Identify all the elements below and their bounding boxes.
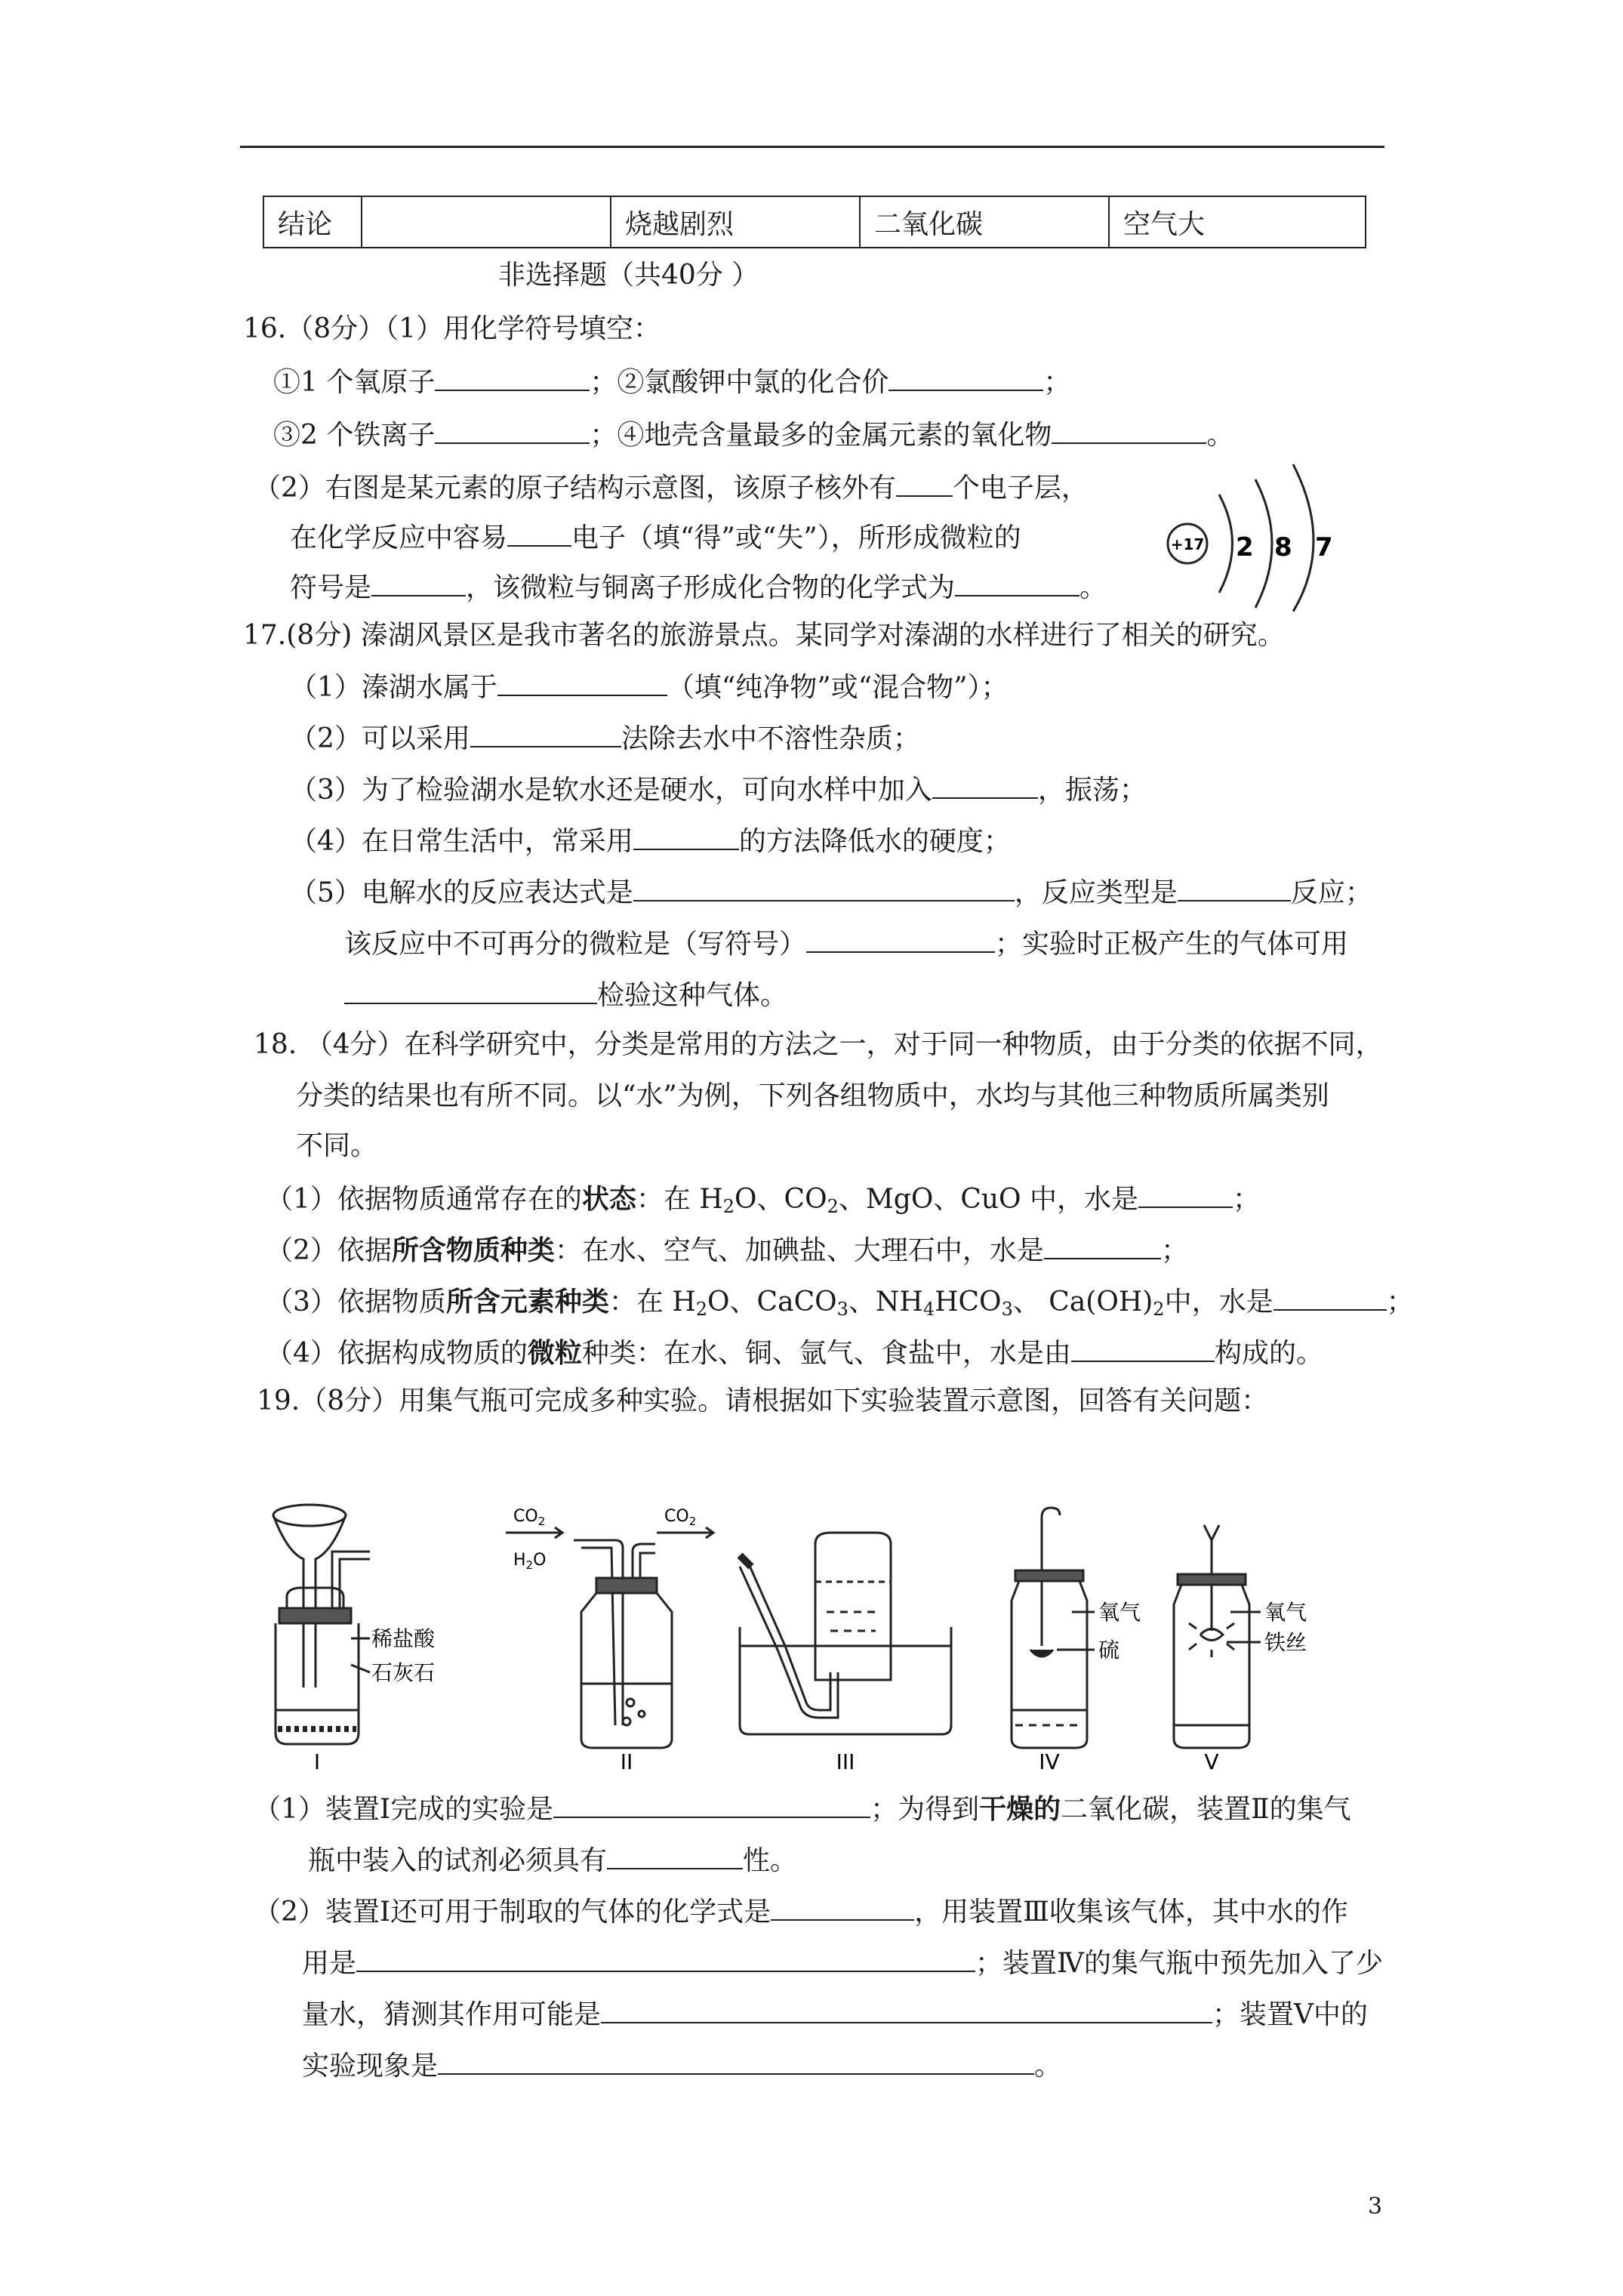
label-iron-wire: 铁丝 [1264, 1630, 1307, 1655]
apparatus-V [1174, 1525, 1261, 1748]
q17-line-7 [344, 977, 787, 1012]
answer-blank[interactable] [507, 519, 571, 547]
text: （3）为了检验湖水是软水还是硬水，可向水样中加入 [290, 775, 932, 806]
answer-blank[interactable] [633, 823, 739, 850]
delivery-tube [740, 1567, 838, 1718]
electron-shell-arc [1219, 495, 1233, 593]
q19-part2-line-4 [302, 2048, 1061, 2083]
text: 、NH [848, 1287, 923, 1318]
electron-shell-arc [1255, 479, 1272, 608]
text: 中，水是 [1164, 1287, 1273, 1318]
text: （3）依据物质 [266, 1287, 446, 1318]
text: （2）右图是某元素的原子结构示意图，该原子核外有 [254, 473, 896, 504]
text: （1）装置Ⅰ完成的实验是 [254, 1794, 554, 1825]
text: 干燥的 [979, 1793, 1061, 1825]
text: 2 [688, 1515, 697, 1528]
text: 检验这种气体。 [597, 980, 788, 1011]
text: O [533, 1551, 547, 1570]
q17-line-4 [290, 823, 1011, 858]
section-title: 非选择题（共40分 ） [498, 260, 759, 291]
stopper [596, 1578, 657, 1593]
answer-blank[interactable] [771, 1894, 914, 1921]
figure-label: III [836, 1749, 855, 1771]
answer-blank[interactable] [601, 1996, 1212, 2023]
apparatus-IV [1012, 1508, 1095, 1748]
answer-blank[interactable] [1178, 874, 1291, 901]
answer-blank[interactable] [633, 874, 1015, 901]
text: ，该微粒与铜离子形成化合物的化学式为 [466, 572, 956, 603]
outlet-tube [633, 1544, 655, 1578]
water-hatching [827, 1612, 879, 1631]
table-cell: 空气大 [1109, 196, 1366, 248]
q19-part1-line-2 [308, 1842, 797, 1878]
apparatus-figure [257, 1499, 1404, 1771]
text: ； [1233, 1184, 1261, 1215]
answer-blank[interactable] [435, 417, 590, 444]
stopper [279, 1608, 351, 1623]
text: 所含元素种类 [445, 1286, 609, 1318]
answer-blank[interactable] [1273, 1284, 1387, 1311]
answer-blank[interactable] [1052, 417, 1206, 444]
match-tip [1204, 1525, 1219, 1540]
text: ；装置Ⅳ的集气瓶中预先加入了少 [975, 1948, 1383, 1979]
shell-electrons: 7 [1315, 532, 1333, 562]
label-dilute-hcl: 稀盐酸 [371, 1626, 436, 1651]
cover-plate [1015, 1570, 1083, 1581]
q17-line-2 [290, 720, 920, 756]
electron-shell-arc [1293, 464, 1313, 612]
delivery-tube [747, 1561, 830, 1710]
bubble [623, 1718, 630, 1725]
text: （5）电解水的反应表达式是 [290, 877, 633, 908]
q16-d-label: ④地壳含量最多的金属元素的氧化物 [617, 420, 1052, 451]
q16-sep: ； [590, 420, 617, 451]
text: CO [513, 1507, 538, 1526]
text: 在化学反应中容易 [290, 522, 508, 553]
figure-label: V [1204, 1749, 1219, 1771]
q19-part2-line-3 [302, 1996, 1368, 2032]
text: （4）依据构成物质的 [266, 1338, 528, 1369]
q18-head: 18. （4分）在科学研究中，分类是常用的方法之一，对于同一种物质，由于分类的依据不同， [254, 1029, 1383, 1060]
answer-blank[interactable] [806, 926, 995, 953]
q19-part1-line-1 [254, 1791, 1351, 1826]
rubber-tube [740, 1555, 751, 1567]
inverted-bottle [815, 1533, 891, 1680]
answer-blank[interactable] [438, 2048, 1034, 2075]
apparatus-I [273, 1505, 370, 1744]
q16-head: 16.（8分）（1）用化学符号填空： [243, 313, 661, 344]
text: 法除去水中不溶性杂质； [621, 723, 920, 754]
answer-blank[interactable] [356, 1945, 975, 1972]
text: 构成的。 [1214, 1338, 1323, 1369]
answer-blank[interactable] [470, 720, 621, 747]
answer-blank[interactable] [1044, 1232, 1161, 1259]
text: 2 [722, 1196, 735, 1217]
q18-item-1 [266, 1181, 1260, 1216]
figure-label: I [313, 1749, 321, 1771]
label-h2o [513, 1551, 546, 1572]
q18-item-4 [266, 1335, 1323, 1370]
arrow-out-icon [657, 1527, 713, 1538]
nucleus-charge: +17 [1170, 535, 1205, 553]
label-co2-in [513, 1507, 545, 1528]
q19-part2-line-2 [302, 1945, 1383, 1980]
text: 、MgO、CuO 中，水是 [838, 1184, 1139, 1215]
answer-blank[interactable] [435, 364, 590, 391]
q16-sep: ； [590, 367, 617, 398]
text: 2 [525, 1558, 534, 1572]
text: 3 [1001, 1299, 1013, 1320]
text: ，振荡； [1037, 775, 1147, 806]
q18-line-3: 不同。 [296, 1130, 378, 1161]
text: ；装置Ⅴ中的 [1212, 1999, 1369, 2030]
apparatus-III [740, 1533, 951, 1734]
label-oxygen: 氧气 [1264, 1600, 1307, 1625]
text: （4）在日常生活中，常采用 [290, 826, 633, 857]
label-limestone: 石灰石 [371, 1660, 436, 1685]
leader-line [351, 1665, 370, 1672]
text: ；实验时正极产生的气体可用 [995, 929, 1349, 960]
answer-blank[interactable] [497, 669, 667, 696]
gas-bottle [1012, 1581, 1087, 1748]
q17-line-6 [344, 926, 1348, 961]
text: ：在 H [636, 1184, 723, 1215]
text: （2）依据 [266, 1235, 392, 1266]
text: 实验现象是 [302, 2051, 439, 2082]
atom-structure-diagram [1166, 461, 1355, 612]
bubble [639, 1711, 645, 1717]
text: 2 [827, 1196, 839, 1217]
q17-line-5 [290, 874, 1372, 910]
answer-blank[interactable] [896, 470, 953, 497]
answer-blank[interactable] [344, 977, 597, 1004]
text: 种类：在水、铜、氩气、食盐中，水是由 [581, 1338, 1071, 1369]
shell-electrons: 8 [1274, 532, 1292, 562]
answer-blank[interactable] [888, 364, 1043, 391]
q19-part2-line-1 [254, 1894, 1348, 1929]
table-cell: 烧越剧烈 [611, 196, 860, 248]
q16-part2-line-1 [254, 470, 1089, 505]
table-row [263, 196, 1366, 248]
table-cell [362, 196, 611, 248]
answer-blank[interactable] [1138, 1181, 1233, 1208]
text: 3 [836, 1299, 848, 1320]
funnel-top [273, 1505, 346, 1526]
text: ； [1160, 1235, 1188, 1266]
text: H [513, 1551, 526, 1570]
text: （1）溱湖水属于 [290, 672, 497, 703]
text: ，用装置Ⅲ收集该气体，其中水的作 [914, 1897, 1348, 1928]
text: 的方法降低水的硬度； [738, 826, 1011, 857]
q16-part2-line-2 [290, 519, 1021, 555]
answer-blank[interactable] [955, 569, 1079, 596]
label-co2-out [664, 1507, 696, 1528]
text: 。 [1034, 2051, 1062, 2082]
answer-blank[interactable] [1071, 1335, 1215, 1362]
text: ； [1386, 1287, 1414, 1318]
spoon-bowl [1030, 1650, 1053, 1657]
text: ；为得到 [870, 1794, 980, 1825]
text: 性。 [743, 1845, 798, 1876]
text: O、CO [735, 1184, 827, 1215]
answer-blank[interactable] [932, 772, 1038, 799]
text: 微粒 [527, 1337, 582, 1369]
text: 2 [1153, 1299, 1165, 1320]
text: （1）依据物质通常存在的 [266, 1184, 582, 1215]
bubble [627, 1699, 634, 1706]
q18-item-3 [266, 1284, 1414, 1319]
cover-plate [1178, 1574, 1246, 1585]
text: 个电子层， [952, 473, 1089, 504]
table-cell: 二氧化碳 [860, 196, 1109, 248]
text: CO [664, 1507, 689, 1526]
text: 4 [922, 1299, 935, 1320]
q17-head: 17.(8分) 溱湖风景区是我市著名的旅游景点。某同学对溱湖的水样进行了相关的研究。 [243, 620, 1285, 651]
answer-blank[interactable] [607, 1842, 743, 1869]
arrow-in-icon [506, 1527, 562, 1538]
conclusion-table [263, 196, 1366, 248]
text: 。 [1079, 572, 1107, 603]
text: （2）可以采用 [290, 723, 470, 754]
q16-line-1 [273, 364, 1070, 399]
text: 状态 [581, 1183, 636, 1215]
text: 量水，猜测其作用可能是 [302, 1999, 602, 2030]
text: 电子（填“得”或“失”），所形成微粒的 [571, 522, 1021, 553]
q19-head: 19.（8分）用集气瓶可完成多种实验。请根据如下实验装置示意图，回答有关问题： [257, 1385, 1269, 1416]
text: 用是 [302, 1948, 357, 1979]
text: 二氧化碳，装置Ⅱ的集气 [1061, 1794, 1351, 1825]
text: ，反应类型是 [1014, 877, 1178, 908]
q16-sep: ； [1043, 367, 1071, 398]
figure-label: IV [1039, 1749, 1060, 1771]
label-sulfur: 硫 [1098, 1638, 1120, 1663]
text: ：在 H [608, 1287, 696, 1318]
text: 瓶中装入的试剂必须具有 [308, 1845, 608, 1876]
table-cell: 结论 [263, 196, 362, 248]
q16-a-label: ①1 个氧原子 [273, 367, 436, 398]
q17-line-1 [290, 669, 1009, 704]
text: O、CaCO [707, 1287, 837, 1318]
text: ：在水、空气、加碘盐、大理石中，水是 [554, 1235, 1044, 1266]
header-rule [240, 146, 1384, 148]
text: 符号是 [290, 572, 372, 603]
q16-b-label: ②氯酸钾中氯的化合价 [617, 367, 889, 398]
text: 反应； [1290, 877, 1372, 908]
q16-part2-line-3 [290, 569, 1107, 605]
text: 该反应中不可再分的微粒是（写符号） [344, 929, 807, 960]
text: HCO [935, 1287, 1002, 1318]
text: 所含物质种类 [391, 1234, 555, 1266]
answer-blank[interactable] [553, 1791, 870, 1818]
figure-label: II [620, 1749, 633, 1771]
answer-blank[interactable] [371, 569, 466, 596]
text: （填“纯净物”或“混合物”）； [667, 672, 1009, 703]
text: （2）装置Ⅰ还可用于制取的气体的化学式是 [254, 1897, 771, 1928]
label-oxygen: 氧气 [1098, 1600, 1141, 1625]
text: 2 [537, 1515, 546, 1528]
q16-c-label: ③2 个铁离子 [273, 420, 436, 451]
q18-item-2 [266, 1232, 1188, 1268]
text: 2 [695, 1299, 708, 1320]
q17-line-3 [290, 772, 1147, 807]
page-number: 3 [1368, 2193, 1383, 2220]
q16-line-2 [273, 417, 1233, 452]
long-neck-funnel [273, 1515, 346, 1687]
shell-electrons: 2 [1236, 532, 1254, 562]
q18-line-2: 分类的结果也有所不同。以“水”为例，下列各组物质中，水均与其他三种物质所属类别 [296, 1080, 1329, 1111]
q16-sep: 。 [1206, 420, 1234, 451]
text: 、 Ca(OH) [1012, 1287, 1153, 1318]
